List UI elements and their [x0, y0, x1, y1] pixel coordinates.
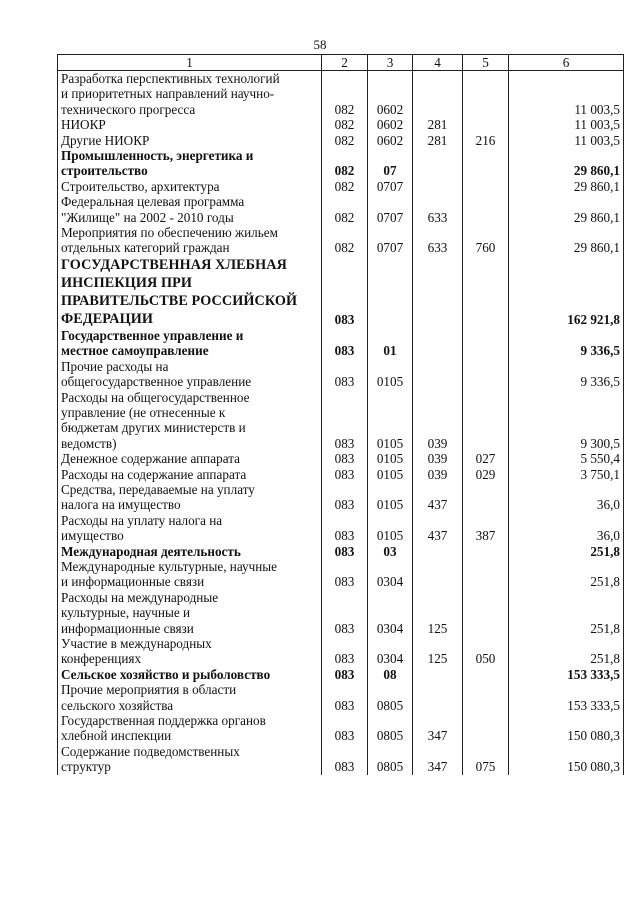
table-row: [58, 713, 624, 744]
row-name: [58, 482, 322, 513]
section-code-cell: 01: [368, 328, 413, 359]
table-row: [58, 359, 624, 390]
expense-type-code-cell: [463, 179, 509, 194]
amount-cell: 29 860,1: [509, 179, 624, 194]
expense-type-code-cell: [463, 559, 509, 590]
target-code-cell: [413, 328, 463, 359]
expense-type-code-cell: [463, 117, 509, 132]
row-name-line: ведомств): [61, 435, 117, 451]
row-name-line: Международная деятельность: [61, 543, 241, 559]
table-header: [58, 55, 624, 71]
amount-cell: 36,0: [509, 482, 624, 513]
row-name: [58, 590, 322, 636]
table-row: [58, 544, 624, 559]
row-name: [58, 636, 322, 667]
section-code-cell: 0105: [368, 359, 413, 390]
row-name: [58, 117, 322, 132]
table-row: [58, 482, 624, 513]
row-name-line: Расходы на содержание аппарата: [61, 466, 247, 482]
table-row: [58, 71, 624, 118]
expense-type-code-cell: 387: [463, 513, 509, 544]
row-name-line: Строительство, архитектура: [61, 178, 220, 194]
expense-type-code-cell: [463, 682, 509, 713]
section-code-cell: 03: [368, 544, 413, 559]
table-row: [58, 513, 624, 544]
section-code-cell: 0304: [368, 590, 413, 636]
column-header: 3: [368, 55, 413, 71]
row-name: [58, 225, 322, 256]
target-code-cell: 039: [413, 451, 463, 466]
row-name-line: Разработка перспективных технологий: [61, 71, 280, 86]
section-code-cell: 0105: [368, 513, 413, 544]
row-name-line: "Жилище" на 2002 - 2010 годы: [61, 209, 234, 225]
table-row: [58, 636, 624, 667]
expense-type-code-cell: 760: [463, 225, 509, 256]
table-row: [58, 390, 624, 452]
row-name-line: и информационные связи: [61, 574, 205, 590]
row-name: [58, 390, 322, 452]
table-row: [58, 682, 624, 713]
ministry-code-cell: 082: [322, 117, 368, 132]
row-name-line: Прочие мероприятия в области: [61, 682, 237, 698]
row-name-line: местное самоуправление: [61, 343, 209, 359]
row-name: [58, 328, 322, 359]
row-name-line: Денежное содержание аппарата: [61, 451, 240, 467]
table-row: [58, 225, 624, 256]
row-name-line: технического прогресса: [61, 101, 196, 117]
table-row: [58, 256, 624, 328]
amount-cell: 150 080,3: [509, 713, 624, 744]
row-name-line: Средства, передаваемые на уплату: [61, 481, 255, 497]
row-name: [58, 179, 322, 194]
row-name-line: Участие в международных: [61, 636, 212, 651]
row-name: [58, 559, 322, 590]
section-code-cell: 0105: [368, 390, 413, 452]
row-name-line: отдельных категорий граждан: [61, 240, 230, 256]
amount-cell: 29 860,1: [509, 225, 624, 256]
row-name-line: Мероприятия по обеспечению жильем: [61, 225, 278, 241]
row-name-line: ГОСУДАРСТВЕННАЯ ХЛЕБНАЯ: [61, 256, 287, 273]
target-code-cell: 437: [413, 482, 463, 513]
target-code-cell: 347: [413, 713, 463, 744]
column-header: 1: [58, 55, 322, 71]
row-name-line: сельского хозяйства: [61, 697, 174, 713]
row-name-line: Сельское хозяйство и рыболовство: [61, 666, 271, 682]
target-code-cell: [413, 544, 463, 559]
table-row: [58, 117, 624, 132]
row-name-line: имущество: [61, 528, 124, 544]
section-code-cell: 0105: [368, 467, 413, 482]
row-name-line: хлебной инспекции: [61, 728, 172, 744]
table-row: [58, 590, 624, 636]
row-name-line: ИНСПЕКЦИЯ ПРИ: [61, 274, 193, 291]
amount-cell: 29 860,1: [509, 148, 624, 179]
row-name-line: управление (не отнесенные к: [61, 404, 226, 420]
row-name: [58, 682, 322, 713]
ministry-code-cell: 083: [322, 256, 368, 328]
section-code-cell: 0105: [368, 482, 413, 513]
table-row: [58, 194, 624, 225]
expense-type-code-cell: [463, 590, 509, 636]
table-row: [58, 179, 624, 194]
ministry-code-cell: 083: [322, 590, 368, 636]
expense-type-code-cell: 029: [463, 467, 509, 482]
ministry-code-cell: 083: [322, 390, 368, 452]
ministry-code-cell: 083: [322, 559, 368, 590]
table-row: [58, 328, 624, 359]
expense-type-code-cell: 075: [463, 744, 509, 775]
row-name-line: Промышленность, энергетика и: [61, 148, 254, 164]
section-code-cell: 0304: [368, 636, 413, 667]
target-code-cell: 125: [413, 590, 463, 636]
ministry-code-cell: 082: [322, 225, 368, 256]
section-code-cell: 0707: [368, 194, 413, 225]
ministry-code-cell: 083: [322, 744, 368, 775]
row-name: [58, 256, 322, 328]
ministry-code-cell: 083: [322, 467, 368, 482]
expense-type-code-cell: [463, 482, 509, 513]
target-code-cell: 633: [413, 194, 463, 225]
section-code-cell: 0602: [368, 133, 413, 148]
target-code-cell: [413, 148, 463, 179]
expense-type-code-cell: [463, 71, 509, 118]
column-header: 5: [463, 55, 509, 71]
column-header: 4: [413, 55, 463, 71]
expense-type-code-cell: 050: [463, 636, 509, 667]
amount-cell: 36,0: [509, 513, 624, 544]
row-name-line: Содержание подведомственных: [61, 743, 240, 759]
section-code-cell: 0105: [368, 451, 413, 466]
ministry-code-cell: 083: [322, 482, 368, 513]
section-code-cell: 0707: [368, 225, 413, 256]
amount-cell: 3 750,1: [509, 467, 624, 482]
target-code-cell: 281: [413, 117, 463, 132]
expense-type-code-cell: [463, 713, 509, 744]
amount-cell: 251,8: [509, 590, 624, 636]
section-code-cell: 0602: [368, 117, 413, 132]
target-code-cell: [413, 256, 463, 328]
amount-cell: 29 860,1: [509, 194, 624, 225]
column-header: 6: [509, 55, 624, 71]
row-name: [58, 513, 322, 544]
amount-cell: 251,8: [509, 559, 624, 590]
row-name-line: ПРАВИТЕЛЬСТВЕ РОССИЙСКОЙ: [61, 292, 298, 309]
row-name: [58, 148, 322, 179]
table-row: [58, 667, 624, 682]
target-code-cell: 039: [413, 467, 463, 482]
table-row: [58, 133, 624, 148]
ministry-code-cell: 083: [322, 667, 368, 682]
amount-cell: 251,8: [509, 544, 624, 559]
table-body: [58, 71, 624, 775]
row-name-line: Расходы на общегосударственное: [61, 389, 250, 405]
row-name-line: ФЕДЕРАЦИИ: [61, 310, 153, 327]
ministry-code-cell: 083: [322, 636, 368, 667]
section-code-cell: 0805: [368, 713, 413, 744]
ministry-code-cell: 083: [322, 544, 368, 559]
row-name-line: Международные культурные, научные: [61, 558, 278, 574]
ministry-code-cell: 082: [322, 148, 368, 179]
section-code-cell: 0707: [368, 179, 413, 194]
target-code-cell: 039: [413, 390, 463, 452]
budget-table: [57, 54, 624, 775]
row-name-line: культурные, научные и: [61, 605, 191, 621]
row-name-line: налога на имущество: [61, 497, 181, 513]
row-name: [58, 133, 322, 148]
row-name: [58, 667, 322, 682]
expense-type-code-cell: [463, 667, 509, 682]
amount-cell: 251,8: [509, 636, 624, 667]
row-name: [58, 713, 322, 744]
row-name-line: бюджетам других министерств и: [61, 420, 246, 436]
target-code-cell: [413, 667, 463, 682]
amount-cell: 11 003,5: [509, 133, 624, 148]
section-code-cell: 0304: [368, 559, 413, 590]
page-number: 58: [313, 37, 327, 52]
row-name: [58, 71, 322, 118]
row-name-line: строительство: [61, 163, 148, 179]
target-code-cell: [413, 682, 463, 713]
expense-type-code-cell: [463, 544, 509, 559]
row-name-line: Государственное управление и: [61, 327, 244, 343]
column-header: 2: [322, 55, 368, 71]
amount-cell: 9 336,5: [509, 328, 624, 359]
expense-type-code-cell: [463, 390, 509, 452]
target-code-cell: 437: [413, 513, 463, 544]
section-code-cell: 07: [368, 148, 413, 179]
ministry-code-cell: 082: [322, 194, 368, 225]
section-code-cell: [368, 256, 413, 328]
amount-cell: 153 333,5: [509, 667, 624, 682]
row-name-line: конференциях: [61, 651, 142, 667]
section-code-cell: 08: [368, 667, 413, 682]
ministry-code-cell: 083: [322, 713, 368, 744]
row-name-line: Расходы на международные: [61, 589, 219, 605]
row-name: [58, 467, 322, 482]
row-name-line: НИОКР: [61, 117, 106, 133]
table-row: [58, 451, 624, 466]
expense-type-code-cell: 027: [463, 451, 509, 466]
amount-cell: 5 550,4: [509, 451, 624, 466]
table-row: [58, 559, 624, 590]
row-name-line: Прочие расходы на: [61, 358, 169, 374]
ministry-code-cell: 083: [322, 513, 368, 544]
expense-type-code-cell: [463, 256, 509, 328]
row-name-line: Расходы на уплату налога на: [61, 512, 223, 528]
amount-cell: 150 080,3: [509, 744, 624, 775]
ministry-code-cell: 083: [322, 451, 368, 466]
expense-type-code-cell: 216: [463, 133, 509, 148]
ministry-code-cell: 082: [322, 133, 368, 148]
expense-type-code-cell: [463, 194, 509, 225]
section-code-cell: 0602: [368, 71, 413, 118]
table-row: [58, 148, 624, 179]
row-name-line: Другие НИОКР: [61, 132, 150, 148]
amount-cell: 153 333,5: [509, 682, 624, 713]
target-code-cell: [413, 71, 463, 118]
target-code-cell: 281: [413, 133, 463, 148]
ministry-code-cell: 082: [322, 71, 368, 118]
target-code-cell: 347: [413, 744, 463, 775]
target-code-cell: [413, 559, 463, 590]
amount-cell: 11 003,5: [509, 71, 624, 118]
ministry-code-cell: 083: [322, 682, 368, 713]
expense-type-code-cell: [463, 328, 509, 359]
row-name-line: Государственная поддержка органов: [61, 713, 266, 729]
expense-type-code-cell: [463, 359, 509, 390]
row-name: [58, 194, 322, 225]
section-code-cell: 0805: [368, 682, 413, 713]
ministry-code-cell: 082: [322, 179, 368, 194]
row-name-line: и приоритетных направлений научно-: [61, 86, 275, 102]
amount-cell: 11 003,5: [509, 117, 624, 132]
expense-type-code-cell: [463, 148, 509, 179]
row-name-line: общегосударственное управление: [61, 374, 252, 390]
amount-cell: 9 336,5: [509, 359, 624, 390]
table-row: [58, 467, 624, 482]
amount-cell: 9 300,5: [509, 390, 624, 452]
target-code-cell: [413, 179, 463, 194]
row-name-line: Федеральная целевая программа: [61, 194, 245, 210]
target-code-cell: 633: [413, 225, 463, 256]
row-name: [58, 544, 322, 559]
row-name-line: информационные связи: [61, 620, 194, 636]
row-name-line: структур: [61, 759, 111, 775]
section-code-cell: 0805: [368, 744, 413, 775]
target-code-cell: 125: [413, 636, 463, 667]
table-row: [58, 744, 624, 775]
row-name: [58, 744, 322, 775]
amount-cell: 162 921,8: [509, 256, 624, 328]
row-name: [58, 359, 322, 390]
target-code-cell: [413, 359, 463, 390]
row-name: [58, 451, 322, 466]
ministry-code-cell: 083: [322, 328, 368, 359]
ministry-code-cell: 083: [322, 359, 368, 390]
